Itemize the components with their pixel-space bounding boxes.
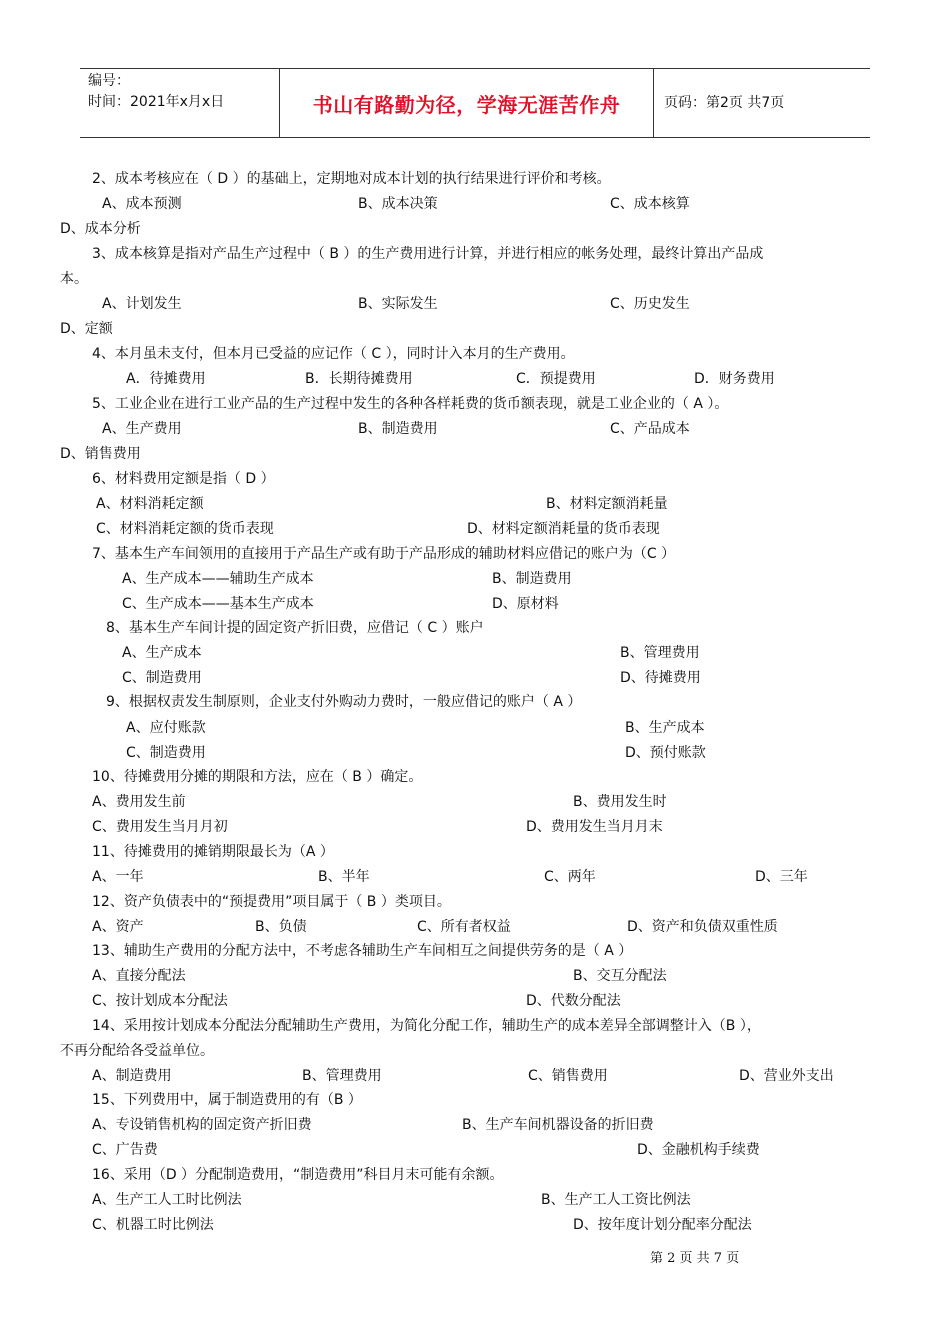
question-7: 7、基本生产车间领用的直接用于产品生产或有助于产品形成的辅助材料应借记的账户为（C ）	[92, 546, 676, 562]
option-c: C、所有者权益	[417, 919, 511, 935]
option-d: D、材料定额消耗量的货币表现	[467, 521, 660, 537]
option-b: B、生产工人工资比例法	[541, 1192, 691, 1208]
option-d: D、营业外支出	[739, 1068, 834, 1084]
option-d: D、待摊费用	[620, 670, 701, 686]
option-a: A、成本预测	[102, 196, 182, 212]
question-6: 6、材料费用定额是指（ D ）	[92, 471, 275, 487]
option-b: B、负债	[255, 919, 307, 935]
option-d: D、三年	[755, 869, 808, 885]
option-a: A、生产成本——辅助生产成本	[122, 571, 314, 587]
question-3-cont: 本。	[60, 271, 88, 287]
option-c: C、广告费	[92, 1142, 158, 1158]
option-a: A、专设销售机构的固定资产折旧费	[92, 1117, 312, 1133]
page-number-label: 页码：第2页 共7页	[664, 94, 785, 111]
question-10: 10、待摊费用分摊的期限和方法，应在（ B ）确定。	[92, 769, 423, 785]
option-a: A、应付账款	[126, 720, 206, 736]
page-footer: 第 2 页 共 7 页	[650, 1251, 740, 1266]
option-b: B、生产车间机器设备的折旧费	[462, 1117, 654, 1133]
option-d: D、销售费用	[60, 446, 141, 462]
question-3: 3、成本核算是指对产品生产过程中（ B ）的生产费用进行计算，并进行相应的帐务处理，最终计算出产品成	[92, 246, 764, 262]
option-c: C、销售费用	[528, 1068, 608, 1084]
option-a: A、生产成本	[122, 645, 202, 661]
question-15: 15、下列费用中，属于制造费用的有（B ）	[92, 1092, 362, 1108]
option-c: C、生产成本——基本生产成本	[122, 596, 314, 612]
header-motto: 书山有路勤为径，学海无涯苦作舟	[312, 92, 621, 117]
option-d: D、预付账款	[625, 745, 706, 761]
question-14: 14、采用按计划成本分配法分配辅助生产费用，为简化分配工作，辅助生产的成本差异全部调整计入（B ），	[92, 1018, 761, 1034]
question-8: 8、基本生产车间计提的固定资产折旧费，应借记（ C ）账户	[106, 620, 484, 636]
option-c: C、产品成本	[610, 421, 690, 437]
option-b: B、半年	[318, 869, 370, 885]
option-c: C、材料消耗定额的货币表现	[96, 521, 274, 537]
option-b: B、管理费用	[620, 645, 700, 661]
option-a: A、制造费用	[92, 1068, 172, 1084]
option-a: A、费用发生前	[92, 794, 186, 810]
option-b: B、费用发生时	[573, 794, 667, 810]
option-d: D、原材料	[492, 596, 559, 612]
option-a: A、材料消耗定额	[96, 496, 204, 512]
question-14-cont: 不再分配给各受益单位。	[60, 1043, 214, 1059]
option-a: A、一年	[92, 869, 144, 885]
option-d: D．财务费用	[694, 371, 775, 387]
option-b: B、成本决策	[358, 196, 438, 212]
option-c: C、制造费用	[122, 670, 202, 686]
option-a: A、计划发生	[102, 296, 182, 312]
option-d: D、成本分析	[60, 221, 141, 237]
option-b: B、交互分配法	[573, 968, 667, 984]
option-b: B．长期待摊费用	[305, 371, 413, 387]
time-label: 时间：2021年x月x日	[88, 94, 225, 110]
option-c: C、成本核算	[610, 196, 690, 212]
question-9: 9、根据权责发生制原则，企业支付外购动力费时，一般应借记的账户（ A ）	[106, 694, 582, 710]
option-d: D、代数分配法	[526, 993, 621, 1009]
question-16: 16、采用（D ）分配制造费用，“制造费用”科目月末可能有余额。	[92, 1167, 504, 1183]
option-b: B、实际发生	[358, 296, 438, 312]
option-b: B、材料定额消耗量	[546, 496, 668, 512]
option-c: C、两年	[544, 869, 596, 885]
option-d: D、定额	[60, 321, 113, 337]
option-d: D、金融机构手续费	[637, 1142, 760, 1158]
serial-label: 编号：	[88, 73, 130, 89]
option-a: A、直接分配法	[92, 968, 186, 984]
question-2: 2、成本考核应在（ D ）的基础上，定期地对成本计划的执行结果进行评价和考核。	[92, 171, 611, 187]
option-b: B、制造费用	[492, 571, 572, 587]
option-a: A、资产	[92, 919, 144, 935]
question-5: 5、工业企业在进行工业产品的生产过程中发生的各种各样耗费的货币额表现，就是工业企业的（ A ）。	[92, 396, 729, 412]
question-4: 4、本月虽未支付，但本月已受益的应记作（ C ），同时计入本月的生产费用。	[92, 346, 575, 362]
option-c: C、制造费用	[126, 745, 206, 761]
option-d: D、费用发生当月月末	[526, 819, 663, 835]
question-12: 12、资产负债表中的“预提费用”项目属于（ B ）类项目。	[92, 894, 451, 910]
option-b: B、制造费用	[358, 421, 438, 437]
option-b: B、生产成本	[625, 720, 705, 736]
option-c: C、机器工时比例法	[92, 1217, 214, 1233]
question-13: 13、辅助生产费用的分配方法中，不考虑各辅助生产车间相互之间提供劳务的是（ A ）	[92, 943, 633, 959]
question-11: 11、待摊费用的摊销期限最长为（A ）	[92, 844, 334, 860]
option-c: C、按计划成本分配法	[92, 993, 228, 1009]
option-c: C．预提费用	[516, 371, 596, 387]
option-a: A．待摊费用	[126, 371, 206, 387]
option-a: A、生产工人工时比例法	[92, 1192, 242, 1208]
option-b: B、管理费用	[302, 1068, 382, 1084]
option-d: D、资产和负债双重性质	[627, 919, 778, 935]
option-c: C、费用发生当月月初	[92, 819, 228, 835]
option-d: D、按年度计划分配率分配法	[573, 1217, 752, 1233]
option-c: C、历史发生	[610, 296, 690, 312]
option-a: A、生产费用	[102, 421, 182, 437]
